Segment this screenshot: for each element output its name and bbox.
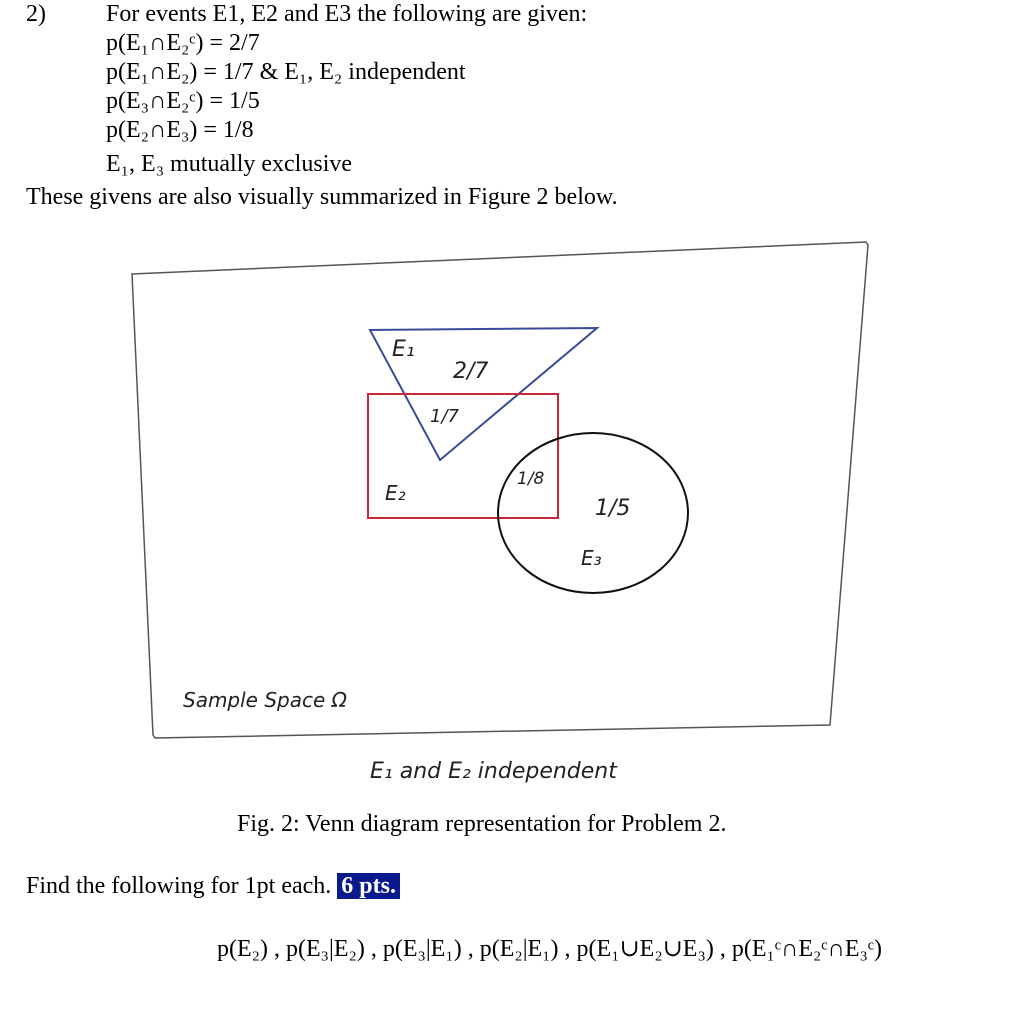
venn-diagram: [0, 230, 1024, 790]
e2-e3-value: 1/8: [517, 469, 545, 489]
problem-intro: For events E1, E2 and E3 the following are given:: [106, 1, 588, 27]
instruction-text: Find the following for 1pt each.: [26, 873, 332, 899]
summary-text: These givens are also visually summarized in Figure 2 below.: [26, 184, 618, 210]
sample-space-frame: [132, 242, 868, 738]
given-line: p(E₁∩E₂) = 1/7 & E₁, E₂ independent: [106, 59, 466, 85]
e1-only-value: 2/7: [453, 359, 489, 384]
figure-caption: Fig. 2: Venn diagram representation for Problem 2.: [237, 811, 727, 837]
given-line: E₁, E₃ mutually exclusive: [106, 151, 353, 177]
sample-space-label: Sample Space Ω: [183, 688, 347, 712]
points-badge: 6 pts.: [337, 873, 400, 899]
e3-only-value: 1/5: [595, 496, 631, 521]
independence-note: E₁ and E₂ independent: [370, 759, 617, 784]
e3-label: E₃: [581, 546, 602, 570]
given-line: p(E₃∩E₂ᶜ) = 1/5: [106, 88, 260, 114]
given-line: p(E₁∩E₂ᶜ) = 2/7: [106, 30, 260, 56]
e1-e2-value: 1/7: [430, 406, 459, 427]
given-line: p(E₂∩E₃) = 1/8: [106, 117, 254, 143]
e2-label: E₂: [385, 481, 406, 505]
problem-number: 2): [26, 1, 46, 27]
e1-label: E₁: [392, 337, 415, 362]
task-instruction: [26, 872, 400, 900]
task-items: p(E₂) , p(E₃|E₂) , p(E₃|E₁) , p(E₂|E₁) , p(E₁∪E₂∪E₃) , p(E₁ᶜ∩E₂ᶜ∩E₃ᶜ): [217, 936, 882, 962]
